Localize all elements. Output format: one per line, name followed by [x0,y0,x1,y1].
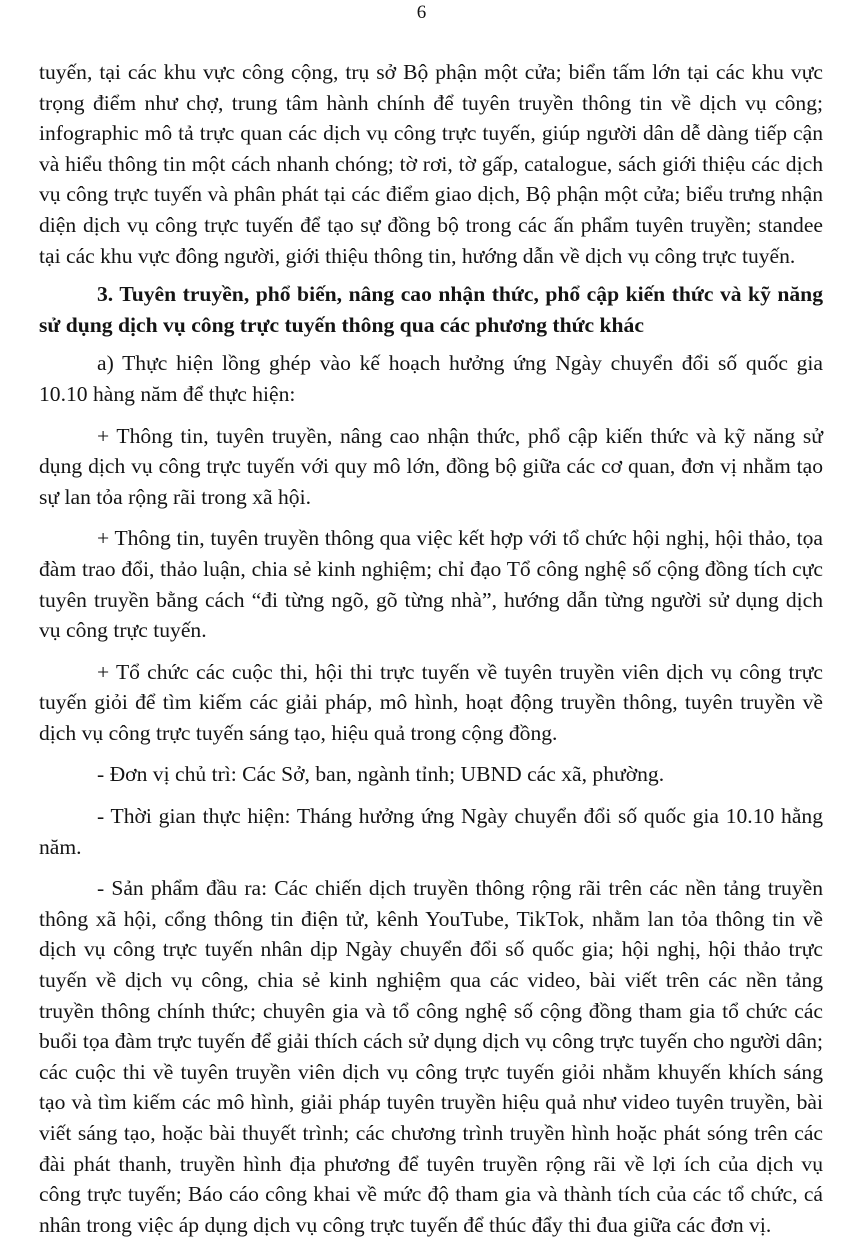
paragraph-item-a: a) Thực hiện lồng ghép vào kế hoạch hưởng ứng Ngày chuyển đổi số quốc gia 10.10 hàng năm để thực hiện: [39,351,823,406]
paragraph-plus-3: + Tổ chức các cuộc thi, hội thi trực tuyến về tuyên truyền viên dịch vụ công trực tuyến giỏi để tìm kiếm các giải pháp, mô hình, hoạt động truyền thông, tuyên truyền về dịch vụ công trực tuyến sáng tạo, hiệu quả trong cộng đồng. [39,659,823,745]
paragraph-plus-2: + Thông tin, tuyên truyền thông qua việc kết hợp với tổ chức hội nghị, hội thảo, tọa đàm trao đổi, thảo luận, chia sẻ kinh nghiệm; chỉ đạo Tổ công nghệ số cộng đồng tích cực tuyên truyền bằng cách “đi từng ngõ, gõ từng nhà”, hướng dẫn từng người sử dụng dịch vụ công trực tuyến. [39,526,823,643]
document-body [39,57,823,1240]
paragraph-timeline: - Thời gian thực hiện: Tháng hưởng ứng Ngày chuyển đổi số quốc gia 10.10 hằng năm. [39,804,823,859]
section-heading-3: 3. Tuyên truyền, phổ biến, nâng cao nhận thức, phổ cập kiến thức và kỹ năng sử dụng dịch vụ công trực tuyến thông qua các phương thức khác [39,282,823,337]
paragraph-plus-1: + Thông tin, tuyên truyền, nâng cao nhận thức, phổ cập kiến thức và kỹ năng sử dụng dịch vụ công trực tuyến với quy mô lớn, đồng bộ giữa các cơ quan, đơn vị nhằm tạo sự lan tỏa rộng rãi trong xã hội. [39,423,823,509]
paragraph-lead-unit: - Đơn vị chủ trì: Các Sở, ban, ngành tỉnh; UBND các xã, phường. [97,762,665,787]
page-number: 6 [416,2,427,23]
paragraph-continuation: tuyến, tại các khu vực công cộng, trụ sở Bộ phận một cửa; biển tấm lớn tại các khu vực trọng điểm như chợ, trung tâm hành chính để tuyên truyền thông tin về dịch vụ công; infographic mô tả trực quan các dịch vụ công trực tuyến, giúp người dân dễ dàng tiếp cận và hiểu thông tin một cách nhanh chóng; tờ rơi, tờ gấp, catalogue, sách giới thiệu các dịch vụ công trực tuyến và phân phát tại các điểm giao dịch, Bộ phận một cửa; biểu trưng nhận diện dịch vụ công trực tuyến để tạo sự đồng bộ trong các ấn phẩm tuyên truyền; standee tại các khu vực đông người, giới thiệu thông tin, hướng dẫn về dịch vụ công trực tuyến. [39,60,823,268]
paragraph-outputs: - Sản phẩm đầu ra: Các chiến dịch truyền thông rộng rãi trên các nền tảng truyền thông xã hội, cổng thông tin điện tử, kênh YouTube, TikTok, nhằm lan tỏa thông tin về dịch vụ công trực tuyến nhân dịp Ngày chuyển đổi số quốc gia; hội nghị, hội thảo trực tuyến về dịch vụ công, chia sẻ kinh nghiệm qua các video, bài viết trên các nền tảng truyền thông chính thức; chuyên gia và tổ công nghệ số cộng đồng tham gia tổ chức các buổi tọa đàm trực tuyến để giải thích cách sử dụng dịch vụ công trực tuyến cho người dân; các cuộc thi về tuyên truyền viên dịch vụ công trực tuyến giỏi nhằm khuyến khích sáng tạo và tìm kiếm các mô hình, giải pháp tuyên truyền hiệu quả như video tuyên truyền, bài viết sáng tạo, hoặc bài thuyết trình; các chương trình truyền hình hoặc phát sóng trên các đài phát thanh, truyền hình địa phương để tuyên truyền rộng rãi về lợi ích của dịch vụ công trực tuyến; Báo cáo công khai về mức độ tham gia và thành tích của các tổ chức, cá nhân trong việc áp dụng dịch vụ công trực tuyến để thúc đẩy thi đua giữa các đơn vị. [39,876,823,1237]
